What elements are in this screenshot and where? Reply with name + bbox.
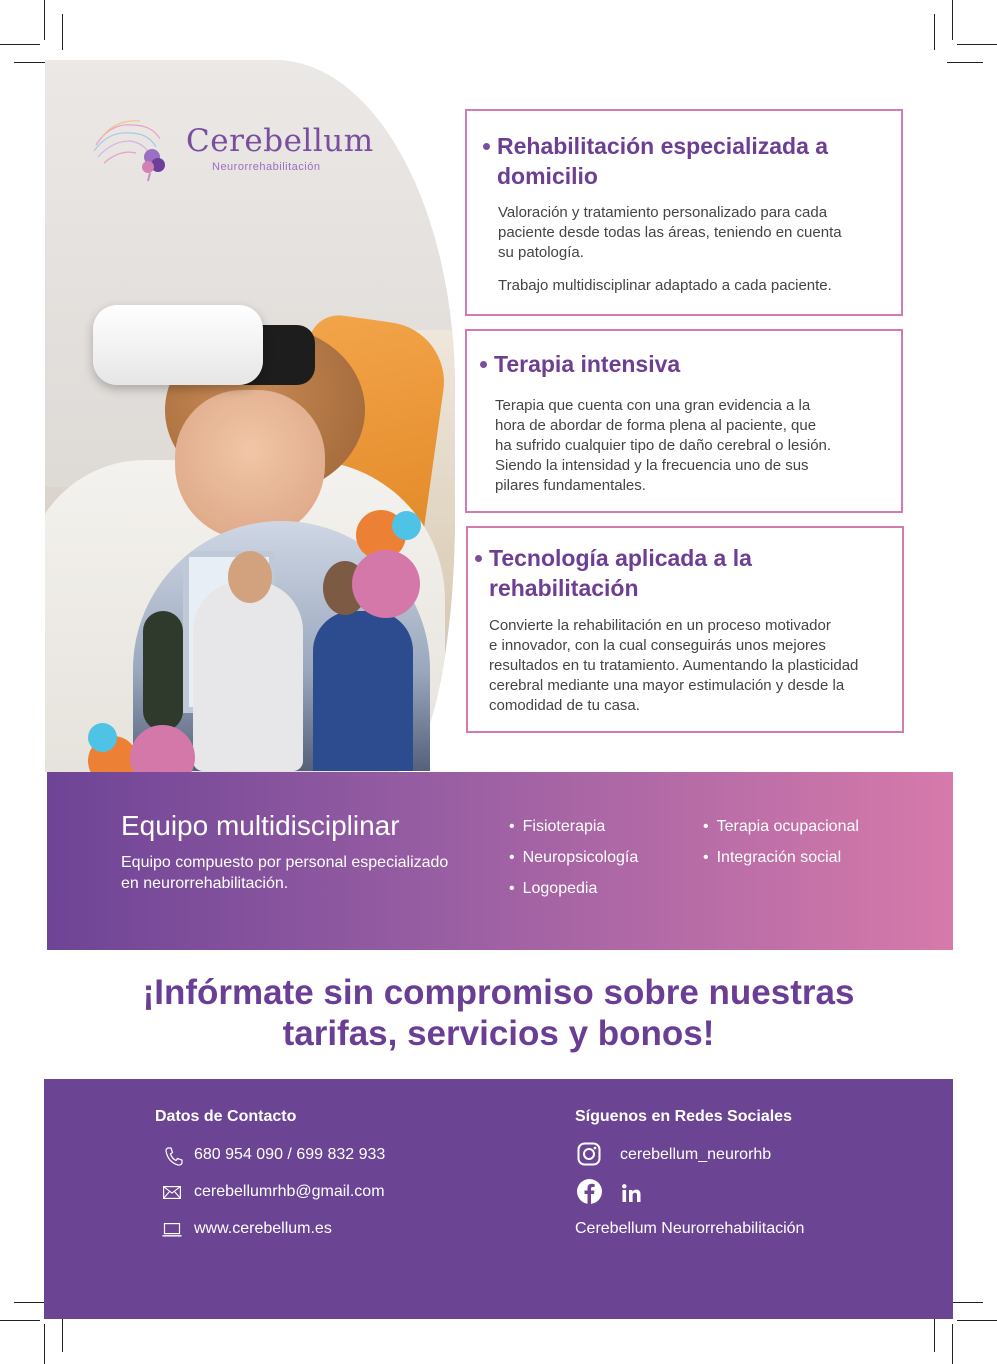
email-icon [163, 1186, 181, 1199]
crop-mark [952, 0, 953, 40]
service-title: Tecnología aplicada a la rehabilitación [489, 545, 752, 601]
linkedin-icon[interactable] [622, 1184, 641, 1202]
facebook-icon[interactable] [577, 1179, 602, 1204]
crop-mark [947, 62, 983, 63]
service-card-technology [466, 526, 904, 733]
contact-section [44, 1079, 953, 1319]
contact-heading: Datos de Contacto [155, 1108, 297, 1125]
team-area-item: • Neuropsicología [509, 849, 638, 867]
service-card-intensive-therapy [465, 329, 903, 513]
team-section [47, 772, 953, 950]
cta-line-2: tarifas, servicios y bonos! [282, 1014, 715, 1053]
brand-tagline: Neurorrehabilitación [212, 161, 321, 173]
photo-patient-face [175, 390, 325, 540]
service-title: Rehabilitación especializada a domicilio [497, 133, 829, 189]
laptop-icon [162, 1223, 182, 1237]
brand-name: Cerebellum [186, 123, 374, 159]
crop-mark [44, 1324, 45, 1364]
service-note: Trabajo multidisciplinar adaptado a cada paciente. [498, 277, 832, 294]
phone-icon [164, 1146, 184, 1168]
decorative-blue-circle [392, 511, 421, 540]
team-title: Equipo multidisciplinar [121, 810, 400, 841]
contact-phone[interactable]: 680 954 090 / 699 832 933 [194, 1146, 386, 1163]
photo-therapist [313, 611, 413, 771]
photo-plant [143, 611, 183, 731]
instagram-handle[interactable]: cerebellum_neurorhb [620, 1146, 772, 1163]
crop-mark [0, 44, 40, 45]
service-title: Terapia intensiva [494, 351, 681, 377]
crop-mark [934, 1316, 935, 1352]
team-area-item: • Integración social [703, 849, 841, 867]
service-card-home-rehab [465, 109, 903, 316]
crop-mark [957, 44, 997, 45]
team-area-item: • Fisioterapia [509, 818, 605, 836]
cta-line-1: ¡Infórmate sin compromiso sobre nuestras [142, 973, 855, 1012]
team-area-item: • Logopedia [509, 880, 597, 898]
crop-mark [957, 1320, 997, 1321]
crop-mark [44, 0, 45, 40]
decorative-blue-circle [88, 723, 117, 752]
photo-patient-exercising [193, 581, 303, 771]
social-page-name[interactable]: Cerebellum Neurorrehabilitación [575, 1220, 805, 1237]
instagram-icon[interactable] [577, 1142, 601, 1166]
crop-mark [0, 1320, 40, 1321]
decorative-pink-circle [352, 550, 420, 618]
crop-mark [952, 1324, 953, 1364]
team-area-item: • Terapia ocupacional [703, 818, 859, 836]
vr-headset-image [93, 305, 263, 385]
crop-mark [62, 14, 63, 50]
service-description: Valoración y tratamiento personalizado para cada paciente desde todas las áreas, teniendo en cuenta su patología. [498, 204, 842, 261]
contact-email[interactable]: cerebellumrhb@gmail.com [194, 1183, 385, 1200]
social-heading: Síguenos en Redes Sociales [575, 1108, 792, 1125]
crop-mark [934, 14, 935, 50]
team-description: Equipo compuesto por personal especializado en neurorrehabilitación. [121, 854, 449, 892]
service-description: Convierte la rehabilitación en un proceso motivador e innovador, con la cual conseguirás unos mejores resultados en tu tratamiento. Aumentando la plasticidad cerebral mediante una mayor estimulación y desde la comodidad de tu casa. [489, 617, 859, 714]
brain-logo-icon [90, 115, 176, 181]
crop-mark [62, 1316, 63, 1352]
photo-patient-head [228, 551, 272, 603]
contact-website[interactable]: www.cerebellum.es [194, 1220, 332, 1237]
service-description: Terapia que cuenta con una gran evidencia a la hora de abordar de forma plena al paciente, que ha sufrido cualquier tipo de daño cerebral o lesión. Siendo la intensidad y la frecuencia uno de sus pilares fundamentales. [495, 397, 832, 494]
brand-logo [90, 115, 374, 185]
